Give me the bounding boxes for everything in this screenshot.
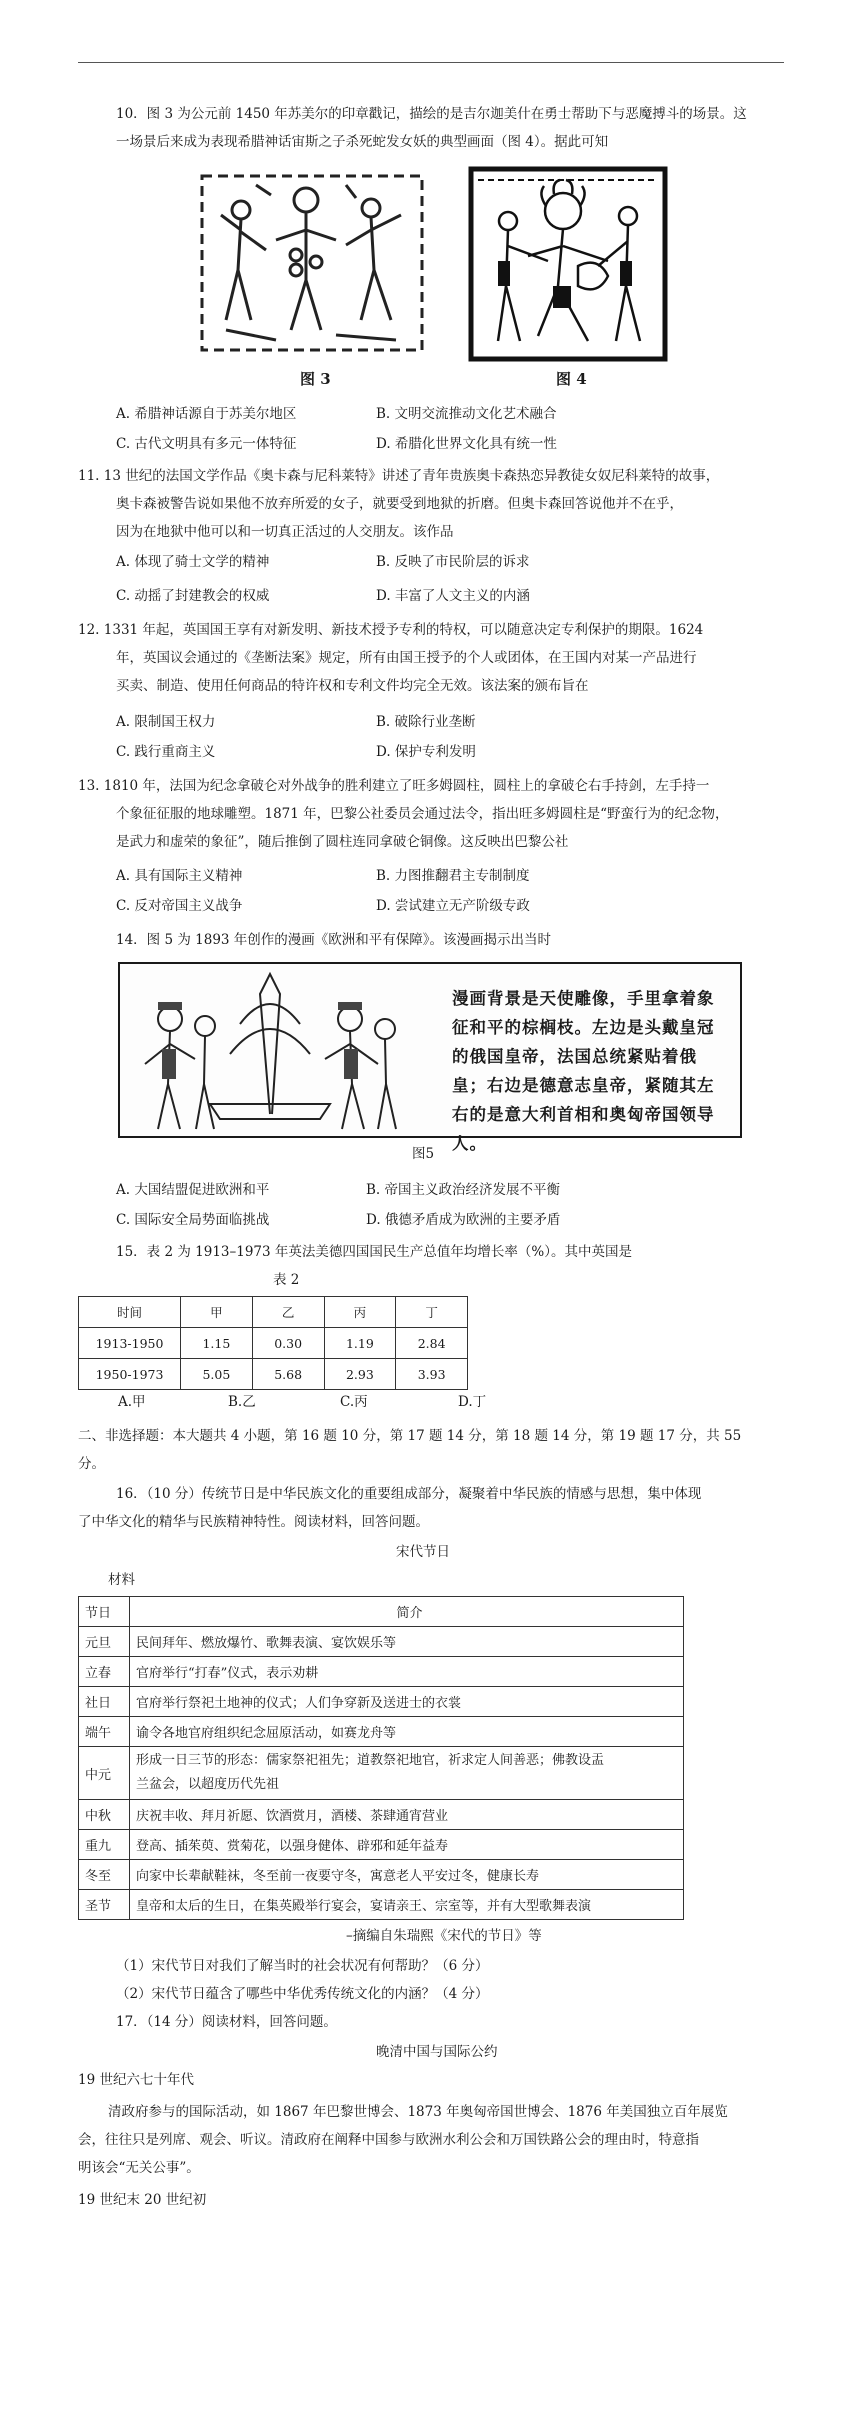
table-cell: 立春: [79, 1657, 130, 1687]
figure-5-cartoon-frame: [118, 962, 742, 1153]
table-cell: 元旦: [79, 1627, 130, 1657]
table-header-cell: 节日: [79, 1597, 130, 1627]
table-row: [79, 1830, 684, 1860]
table-cell: 5.05: [181, 1359, 253, 1390]
q12-option-c[interactable]: C. 践行重商主义: [116, 744, 216, 760]
table-cell: 圣节: [79, 1890, 130, 1920]
table-cell: 庆祝丰收、拜月祈愿、饮酒赏月，酒楼、茶肆通宵营业: [130, 1800, 684, 1830]
q10-stem-line-1: 10．图 3 为公元前 1450 年苏美尔的印章戳记，描绘的是吉尔迦美什在勇士帮助下与恶魔搏斗的场景。这: [116, 106, 747, 122]
q14-option-a[interactable]: A. 大国结盟促进欧洲和平: [116, 1182, 270, 1198]
q15-stem: 15．表 2 为 1913–1973 年英法美德四国国民生产总值年均增长率（%）。其中英国是: [116, 1244, 632, 1260]
q17-paragraph-line-2: 会，往往只是列席、观会、听议。清政府在阐释中国参与欧洲水利公会和万国铁路公会的理由时，特意指: [78, 2132, 699, 2148]
table-row: [79, 1800, 684, 1830]
q10-stem-line-2: 一场景后来成为表现希腊神话宙斯之子杀死蛇发女妖的典型画面（图 4）。据此可知: [116, 134, 609, 150]
table-cell: 官府举行“打春”仪式，表示劝耕: [130, 1657, 684, 1687]
q12-stem-line-1: 12. 1331 年起，英国国王享有对新发明、新技术授予专利的特权，可以随意决定专利保护的期限。1624: [78, 622, 704, 638]
q12-option-d[interactable]: D. 保护专利发明: [376, 744, 476, 760]
q13-option-c[interactable]: C. 反对帝国主义战争: [116, 898, 243, 914]
table-cell: 社日: [79, 1687, 130, 1717]
table-row: [79, 1328, 468, 1359]
table-cell: 5.68: [252, 1359, 324, 1390]
q17-paragraph-line-1: 清政府参与的国际活动，如 1867 年巴黎世博会、1873 年奥匈帝国世博会、1876 年美国独立百年展览: [108, 2104, 728, 2120]
table-cell: 1.15: [181, 1328, 253, 1359]
q17-paragraph-line-3: 明该会“无关公事”。: [78, 2160, 200, 2176]
table-row: [79, 1860, 684, 1890]
figure-5-caption-text: 漫画背景是天使雕像，手里拿着象征和平的棕榈枝。左边是头戴皇冠的俄国皇帝，法国总统紧贴着俄皇；右边是德意志皇帝，紧随其左右的是意大利首相和奥匈帝国领导人。: [452, 989, 715, 1153]
q15-option-b[interactable]: B.乙: [228, 1394, 256, 1410]
q13-option-a[interactable]: A. 具有国际主义精神: [116, 868, 243, 884]
table-header-cell: 时间: [79, 1297, 181, 1328]
q10-option-b[interactable]: B. 文明交流推动文化艺术融合: [376, 406, 557, 422]
table-cell: 端午: [79, 1717, 130, 1747]
table-cell: 3.93: [396, 1359, 468, 1390]
table-cell: 1913-1950: [79, 1328, 181, 1359]
q15-option-d[interactable]: D.丁: [458, 1394, 487, 1410]
section-2-heading-cont: 分。: [78, 1456, 105, 1472]
table-row: [79, 1747, 684, 1800]
q14-option-d[interactable]: D. 俄德矛盾成为欧洲的主要矛盾: [366, 1212, 561, 1228]
q13-stem-line-2: 个象征征服的地球雕塑。1871 年，巴黎公社委员会通过法令，指出旺多姆圆柱是“野蛮行为的纪念物，: [116, 806, 729, 822]
table-cell: 谕令各地官府组织纪念屈原活动，如赛龙舟等: [130, 1717, 684, 1747]
q12-option-a[interactable]: A. 限制国王权力: [116, 714, 216, 730]
table-cell: 官府举行祭祀土地神的仪式；人们争穿新及送进士的衣裳: [130, 1687, 684, 1717]
table-cell: 中元: [79, 1747, 130, 1800]
figure-4-caption: 图 4: [556, 370, 587, 388]
q17-material-title: 晚清中国与国际公约: [376, 2044, 498, 2060]
table-cell: 冬至: [79, 1860, 130, 1890]
table-header-cell: 甲: [181, 1297, 253, 1328]
q11-stem-line-3: 因为在地狱中他可以和一切真正活过的人交朋友。该作品: [116, 524, 454, 540]
q10-option-d[interactable]: D. 希腊化世界文化具有统一性: [376, 436, 557, 452]
table-cell: 1.19: [324, 1328, 396, 1359]
figure-5-label: 图5: [412, 1146, 435, 1162]
q17-period-1: 19 世纪六七十年代: [78, 2072, 194, 2088]
q16-stem-line-2: 了中华文化的精华与民族精神特性。阅读材料，回答问题。: [78, 1514, 429, 1530]
table-cell-line: 兰盆会，以超度历代先祖: [136, 1777, 280, 1792]
table-cell: 1950-1973: [79, 1359, 181, 1390]
table-cell: 2.93: [324, 1359, 396, 1390]
q12-option-b[interactable]: B. 破除行业垄断: [376, 714, 476, 730]
figure-3-seal-impression: [196, 170, 428, 356]
table-cell: 中秋: [79, 1800, 130, 1830]
figure-4-greek-vase-painting: [468, 166, 668, 362]
q17-stem: 17．（14 分）阅读材料，回答问题。: [116, 2014, 337, 2030]
table-2-title: 表 2: [273, 1272, 300, 1288]
table-row: [79, 1627, 684, 1657]
table-cell: 2.84: [396, 1328, 468, 1359]
figure-5-cartoon-drawing: [120, 964, 420, 1136]
q11-option-c[interactable]: C. 动摇了封建教会的权威: [116, 588, 270, 604]
table-header-cell: 丙: [324, 1297, 396, 1328]
q16-source: –摘编自朱瑞熙《宋代的节日》等: [346, 1928, 542, 1944]
q11-option-b[interactable]: B. 反映了市民阶层的诉求: [376, 554, 530, 570]
table-cell: 向家中长辈献鞋袜，冬至前一夜要守冬，寓意老人平安过冬，健康长寿: [130, 1860, 684, 1890]
table-cell: 皇帝和太后的生日，在集英殿举行宴会，宴请亲王、宗室等，并有大型歌舞表演: [130, 1890, 684, 1920]
table-row: [79, 1657, 684, 1687]
top-rule: [78, 62, 784, 63]
table-cell: 0.30: [252, 1328, 324, 1359]
q16-material-title: 宋代节日: [396, 1544, 450, 1560]
table-cell: [130, 1747, 684, 1800]
q11-stem-line-2: 奥卡森被警告说如果他不放弃所爱的女子，就要受到地狱的折磨。但奥卡森回答说他并不在乎，: [116, 496, 683, 512]
table-cell: 重九: [79, 1830, 130, 1860]
q16-subquestion-1: （1）宋代节日对我们了解当时的社会状况有何帮助？（6 分）: [116, 1958, 489, 1974]
table-row: [79, 1717, 684, 1747]
q10-option-c[interactable]: C. 古代文明具有多元一体特征: [116, 436, 297, 452]
q11-option-d[interactable]: D. 丰富了人文主义的内涵: [376, 588, 530, 604]
q15-option-a[interactable]: A.甲: [118, 1394, 146, 1410]
figure-3-caption: 图 3: [300, 370, 331, 388]
table-header-cell: 乙: [252, 1297, 324, 1328]
table-header-row: [79, 1297, 468, 1328]
q13-stem-line-1: 13. 1810 年，法国为纪念拿破仑对外战争的胜利建立了旺多姆圆柱，圆柱上的拿破仑右手持剑，左手持一: [78, 778, 710, 794]
q11-option-a[interactable]: A. 体现了骑士文学的精神: [116, 554, 270, 570]
q12-stem-line-2: 年，英国议会通过的《垄断法案》规定，所有由国王授予的个人或团体，在王国内对某一产品进行: [116, 650, 697, 666]
q16-material-label: 材料: [108, 1572, 135, 1588]
table-cell-line: 形成一日三节的形态：儒家祭祀祖先；道教祭祀地官，祈求定人间善恶；佛教设盂: [136, 1753, 605, 1768]
table-2-gnp-growth: [78, 1296, 468, 1390]
q13-stem-line-3: 是武力和虚荣的象征”，随后推倒了圆柱连同拿破仑铜像。这反映出巴黎公社: [116, 834, 569, 850]
q11-stem-line-1: 11. 13 世纪的法国文学作品《奥卡森与尼科莱特》讲述了青年贵族奥卡森热恋异教徒女奴尼科莱特的故事，: [78, 468, 720, 484]
q15-option-c[interactable]: C.丙: [340, 1394, 368, 1410]
table-header-row: [79, 1597, 684, 1627]
q16-subquestion-2: （2）宋代节日蕴含了哪些中华优秀传统文化的内涵？（4 分）: [116, 1986, 489, 2002]
q12-stem-line-3: 买卖、制造、使用任何商品的特许权和专利文件均完全无效。该法案的颁布旨在: [116, 678, 589, 694]
table-header-cell: 简介: [130, 1597, 684, 1627]
q14-option-c[interactable]: C. 国际安全局势面临挑战: [116, 1212, 270, 1228]
table-row: [79, 1890, 684, 1920]
table-row: [79, 1359, 468, 1390]
table-cell: 登高、插茱萸、赏菊花，以强身健体、辟邪和延年益寿: [130, 1830, 684, 1860]
q17-period-2: 19 世纪末 20 世纪初: [78, 2192, 207, 2208]
table-row: [79, 1687, 684, 1717]
q10-option-a[interactable]: A. 希腊神话源自于苏美尔地区: [116, 406, 297, 422]
song-festivals-table: [78, 1596, 684, 1920]
q13-option-b[interactable]: B. 力图推翻君主专制制度: [376, 868, 530, 884]
table-cell: 民间拜年、燃放爆竹、歌舞表演、宴饮娱乐等: [130, 1627, 684, 1657]
section-2-heading: 二、非选择题：本大题共 4 小题，第 16 题 10 分，第 17 题 14 分，第 18 题 14 分，第 19 题 17 分，共 55: [78, 1428, 742, 1444]
q14-option-b[interactable]: B. 帝国主义政治经济发展不平衡: [366, 1182, 561, 1198]
q14-stem: 14．图 5 为 1893 年创作的漫画《欧洲和平有保障》。该漫画揭示出当时: [116, 932, 552, 948]
q13-option-d[interactable]: D. 尝试建立无产阶级专政: [376, 898, 530, 914]
q16-stem-line-1: 16．（10 分）传统节日是中华民族文化的重要组成部分，凝聚着中华民族的情感与思想，集中体现: [116, 1486, 702, 1502]
table-header-cell: 丁: [396, 1297, 468, 1328]
